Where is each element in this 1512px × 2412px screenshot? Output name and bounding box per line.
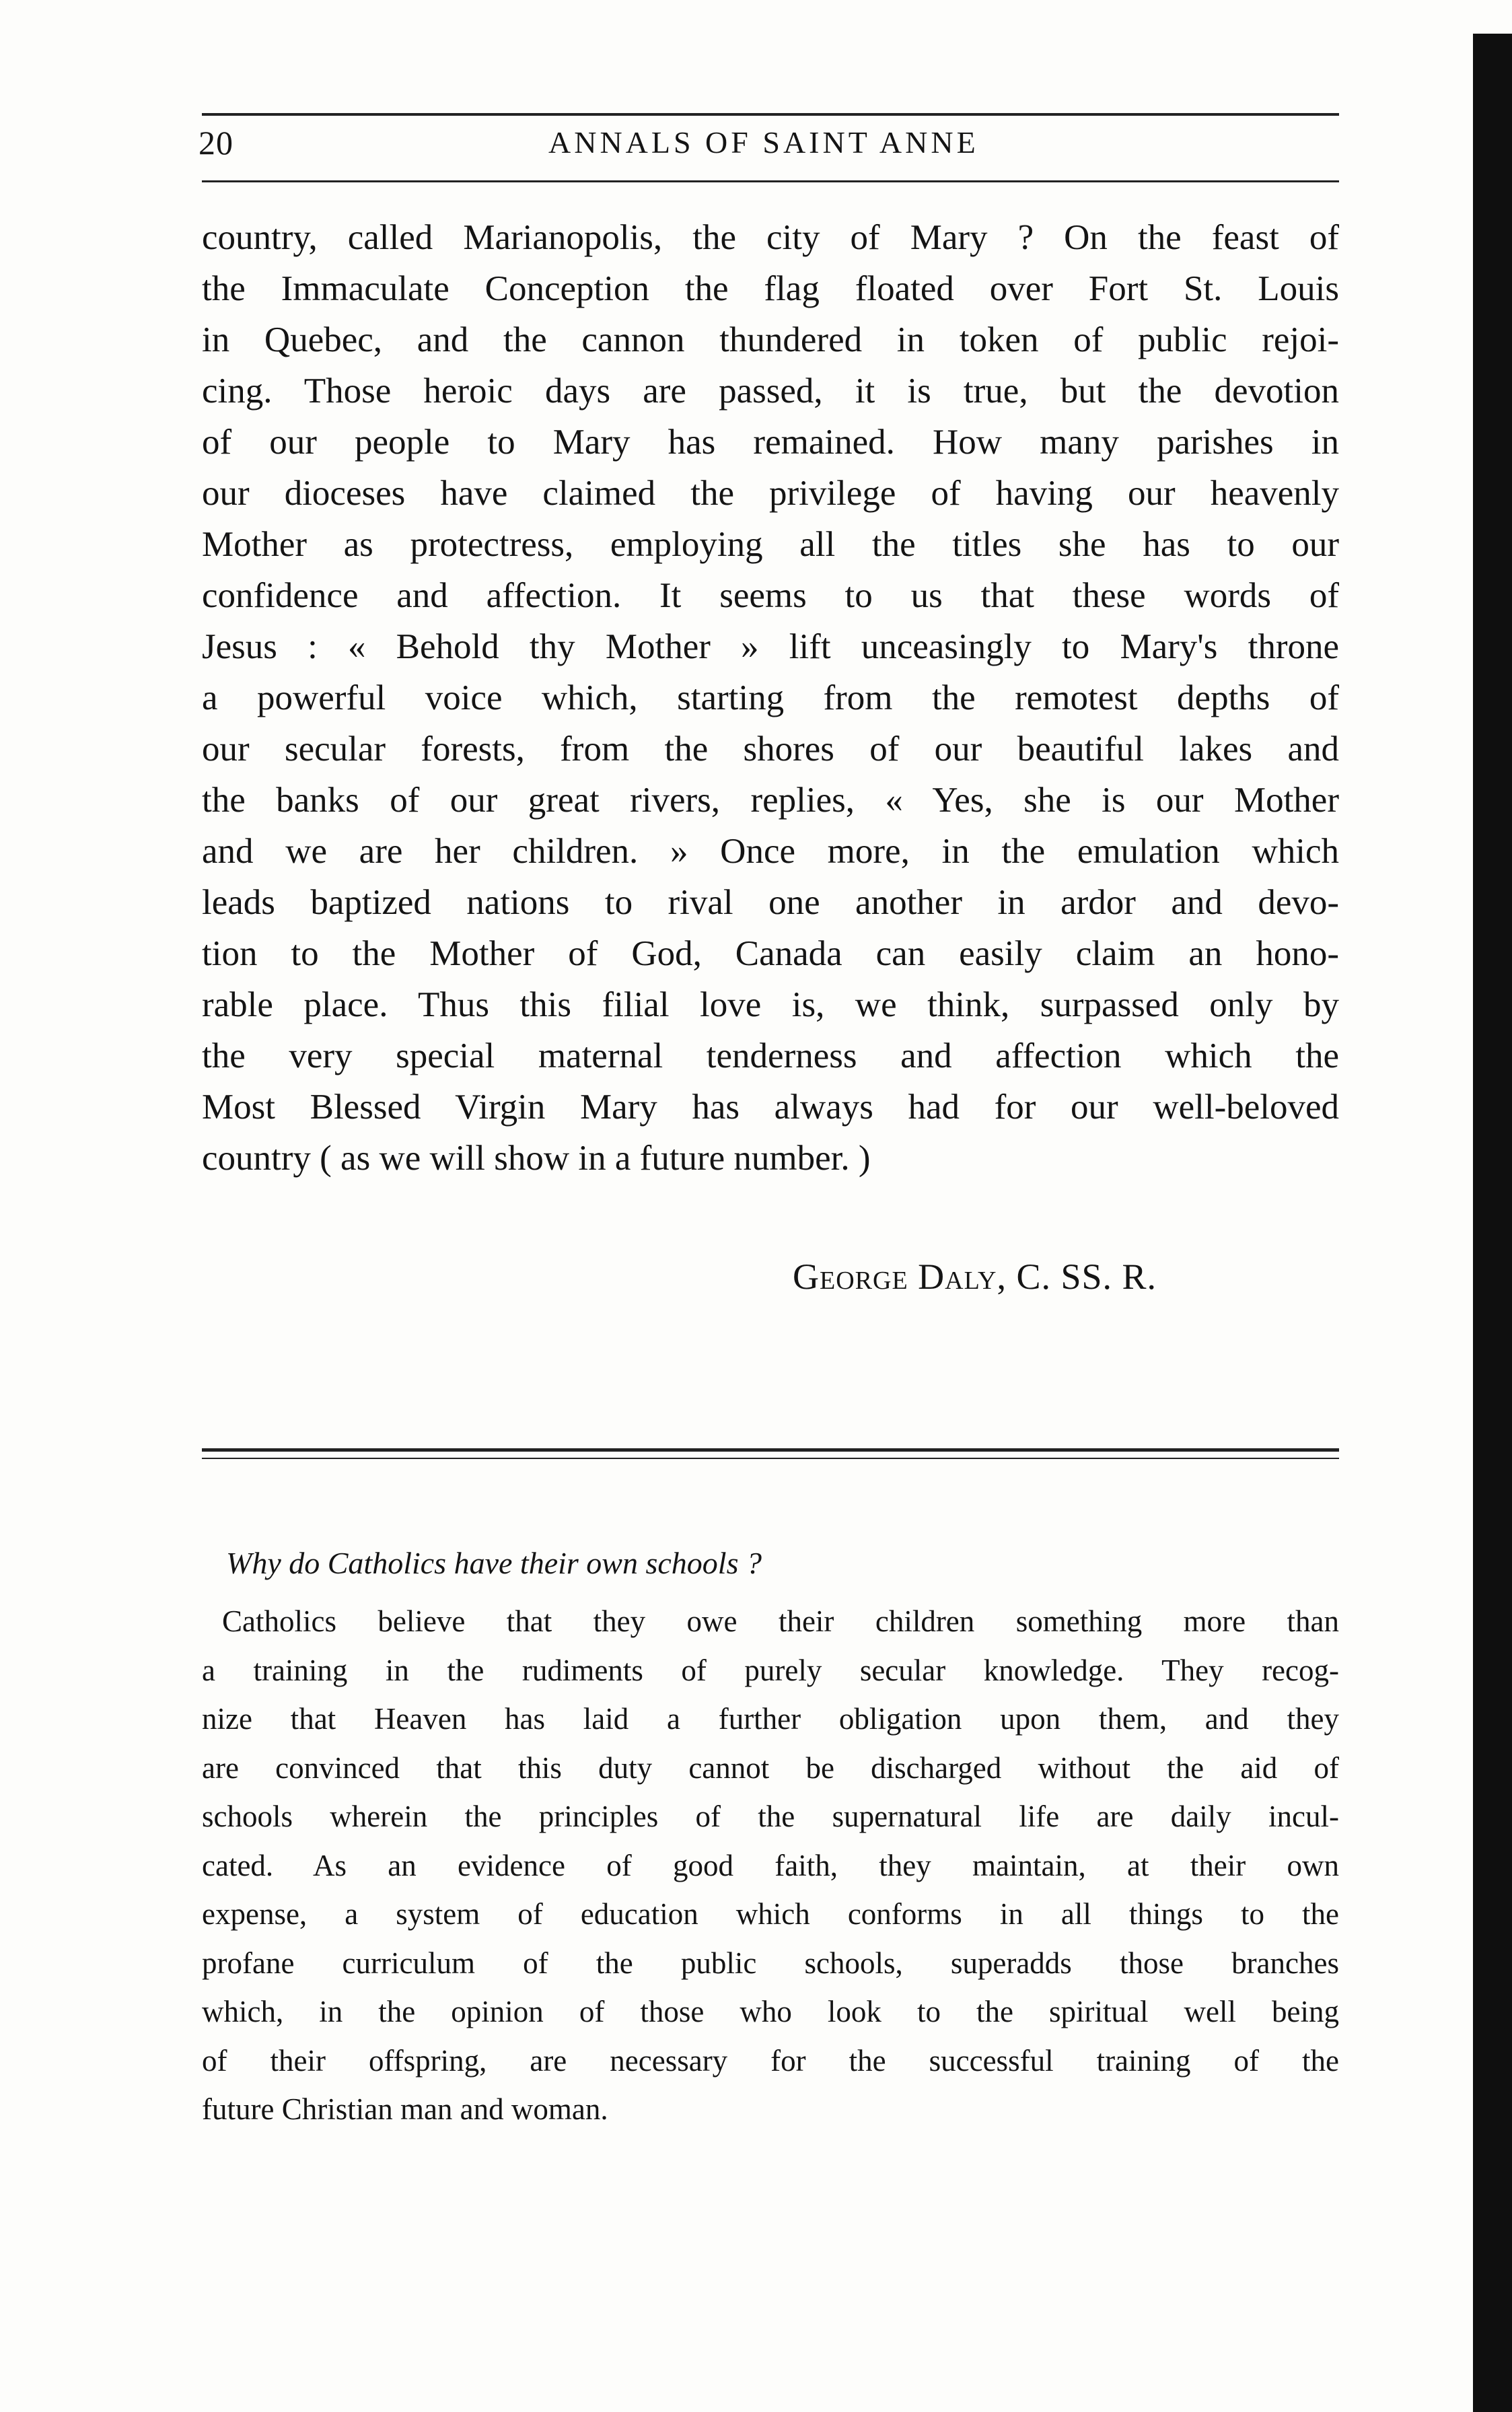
header-bottom-rule [202, 180, 1339, 182]
text-line: Mother as protectress, employing all the titles she has to our [202, 525, 1339, 564]
page-number: 20 [199, 124, 233, 162]
author-signature: George Daly, C. SS. R. [793, 1256, 1157, 1297]
text-line: are convinced that this duty cannot be discharged without the aid of [202, 1750, 1339, 1785]
text-line: of their offspring, are necessary for the successful training of the [202, 2043, 1339, 2078]
text-line: leads baptized nations to rival one another in ardor and devo- [202, 883, 1339, 922]
text-line: Most Blessed Virgin Mary has always had for our well-beloved [202, 1088, 1339, 1127]
text-line: expense, a system of education which conforms in all things to the [202, 1897, 1339, 1931]
text-line: Catholics believe that they owe their children something more than [222, 1604, 1339, 1638]
text-line: schools wherein the principles of the supernatural life are daily incul- [202, 1800, 1339, 1833]
text-line: cing. Those heroic days are passed, it is true, but the devotion [202, 371, 1339, 411]
text-line: country, called Marianopolis, the city of Mary ? On the feast of [202, 218, 1339, 257]
text-line: future Christian man and woman. [202, 2092, 608, 2126]
section-divider-thick [202, 1448, 1339, 1452]
text-line: tion to the Mother of God, Canada can easily claim an hono- [202, 934, 1339, 973]
section-divider-thin [202, 1458, 1339, 1459]
section-body [202, 1597, 1339, 2134]
text-line: nize that Heaven has laid a further obligation upon them, and they [202, 1702, 1339, 1736]
article-body [202, 212, 1339, 1184]
text-line: our dioceses have claimed the privilege of having our heavenly [202, 474, 1339, 513]
text-line: of our people to Mary has remained. How many parishes in [202, 423, 1339, 462]
text-line: cated. As an evidence of good faith, they maintain, at their own [202, 1848, 1339, 1882]
running-header [199, 123, 1336, 180]
section-heading: Why do Catholics have their own schools ? [226, 1546, 762, 1580]
running-title: ANNALS OF SAINT ANNE [548, 125, 979, 159]
text-line: our secular forests, from the shores of our beautiful lakes and [202, 730, 1339, 769]
text-line: the very special maternal tenderness and affection which the [202, 1036, 1339, 1075]
text-line: country ( as we will show in a future number. ) [202, 1139, 871, 1178]
text-line: Jesus : « Behold thy Mother » lift unceasingly to Mary's throne [202, 627, 1339, 666]
header-top-rule [202, 113, 1339, 116]
text-line: the Immaculate Conception the flag floated over Fort St. Louis [202, 269, 1339, 308]
text-line: profane curriculum of the public schools, superadds those branches [202, 1946, 1339, 1980]
page-edge-shadow [1473, 34, 1512, 2412]
text-line: which, in the opinion of those who look to the spiritual well being [202, 1995, 1339, 2028]
text-line: and we are her children. » Once more, in the emulation which [202, 832, 1339, 871]
text-line: a training in the rudiments of purely secular knowledge. They recog- [202, 1653, 1339, 1687]
text-line: a powerful voice which, starting from the remotest depths of [202, 678, 1339, 717]
text-line: the banks of our great rivers, replies, « Yes, she is our Mother [202, 781, 1339, 820]
text-line: confidence and affection. It seems to us that these words of [202, 576, 1339, 615]
text-line: rable place. Thus this filial love is, we think, surpassed only by [202, 985, 1339, 1024]
text-line: in Quebec, and the cannon thundered in token of public rejoi- [202, 320, 1339, 359]
